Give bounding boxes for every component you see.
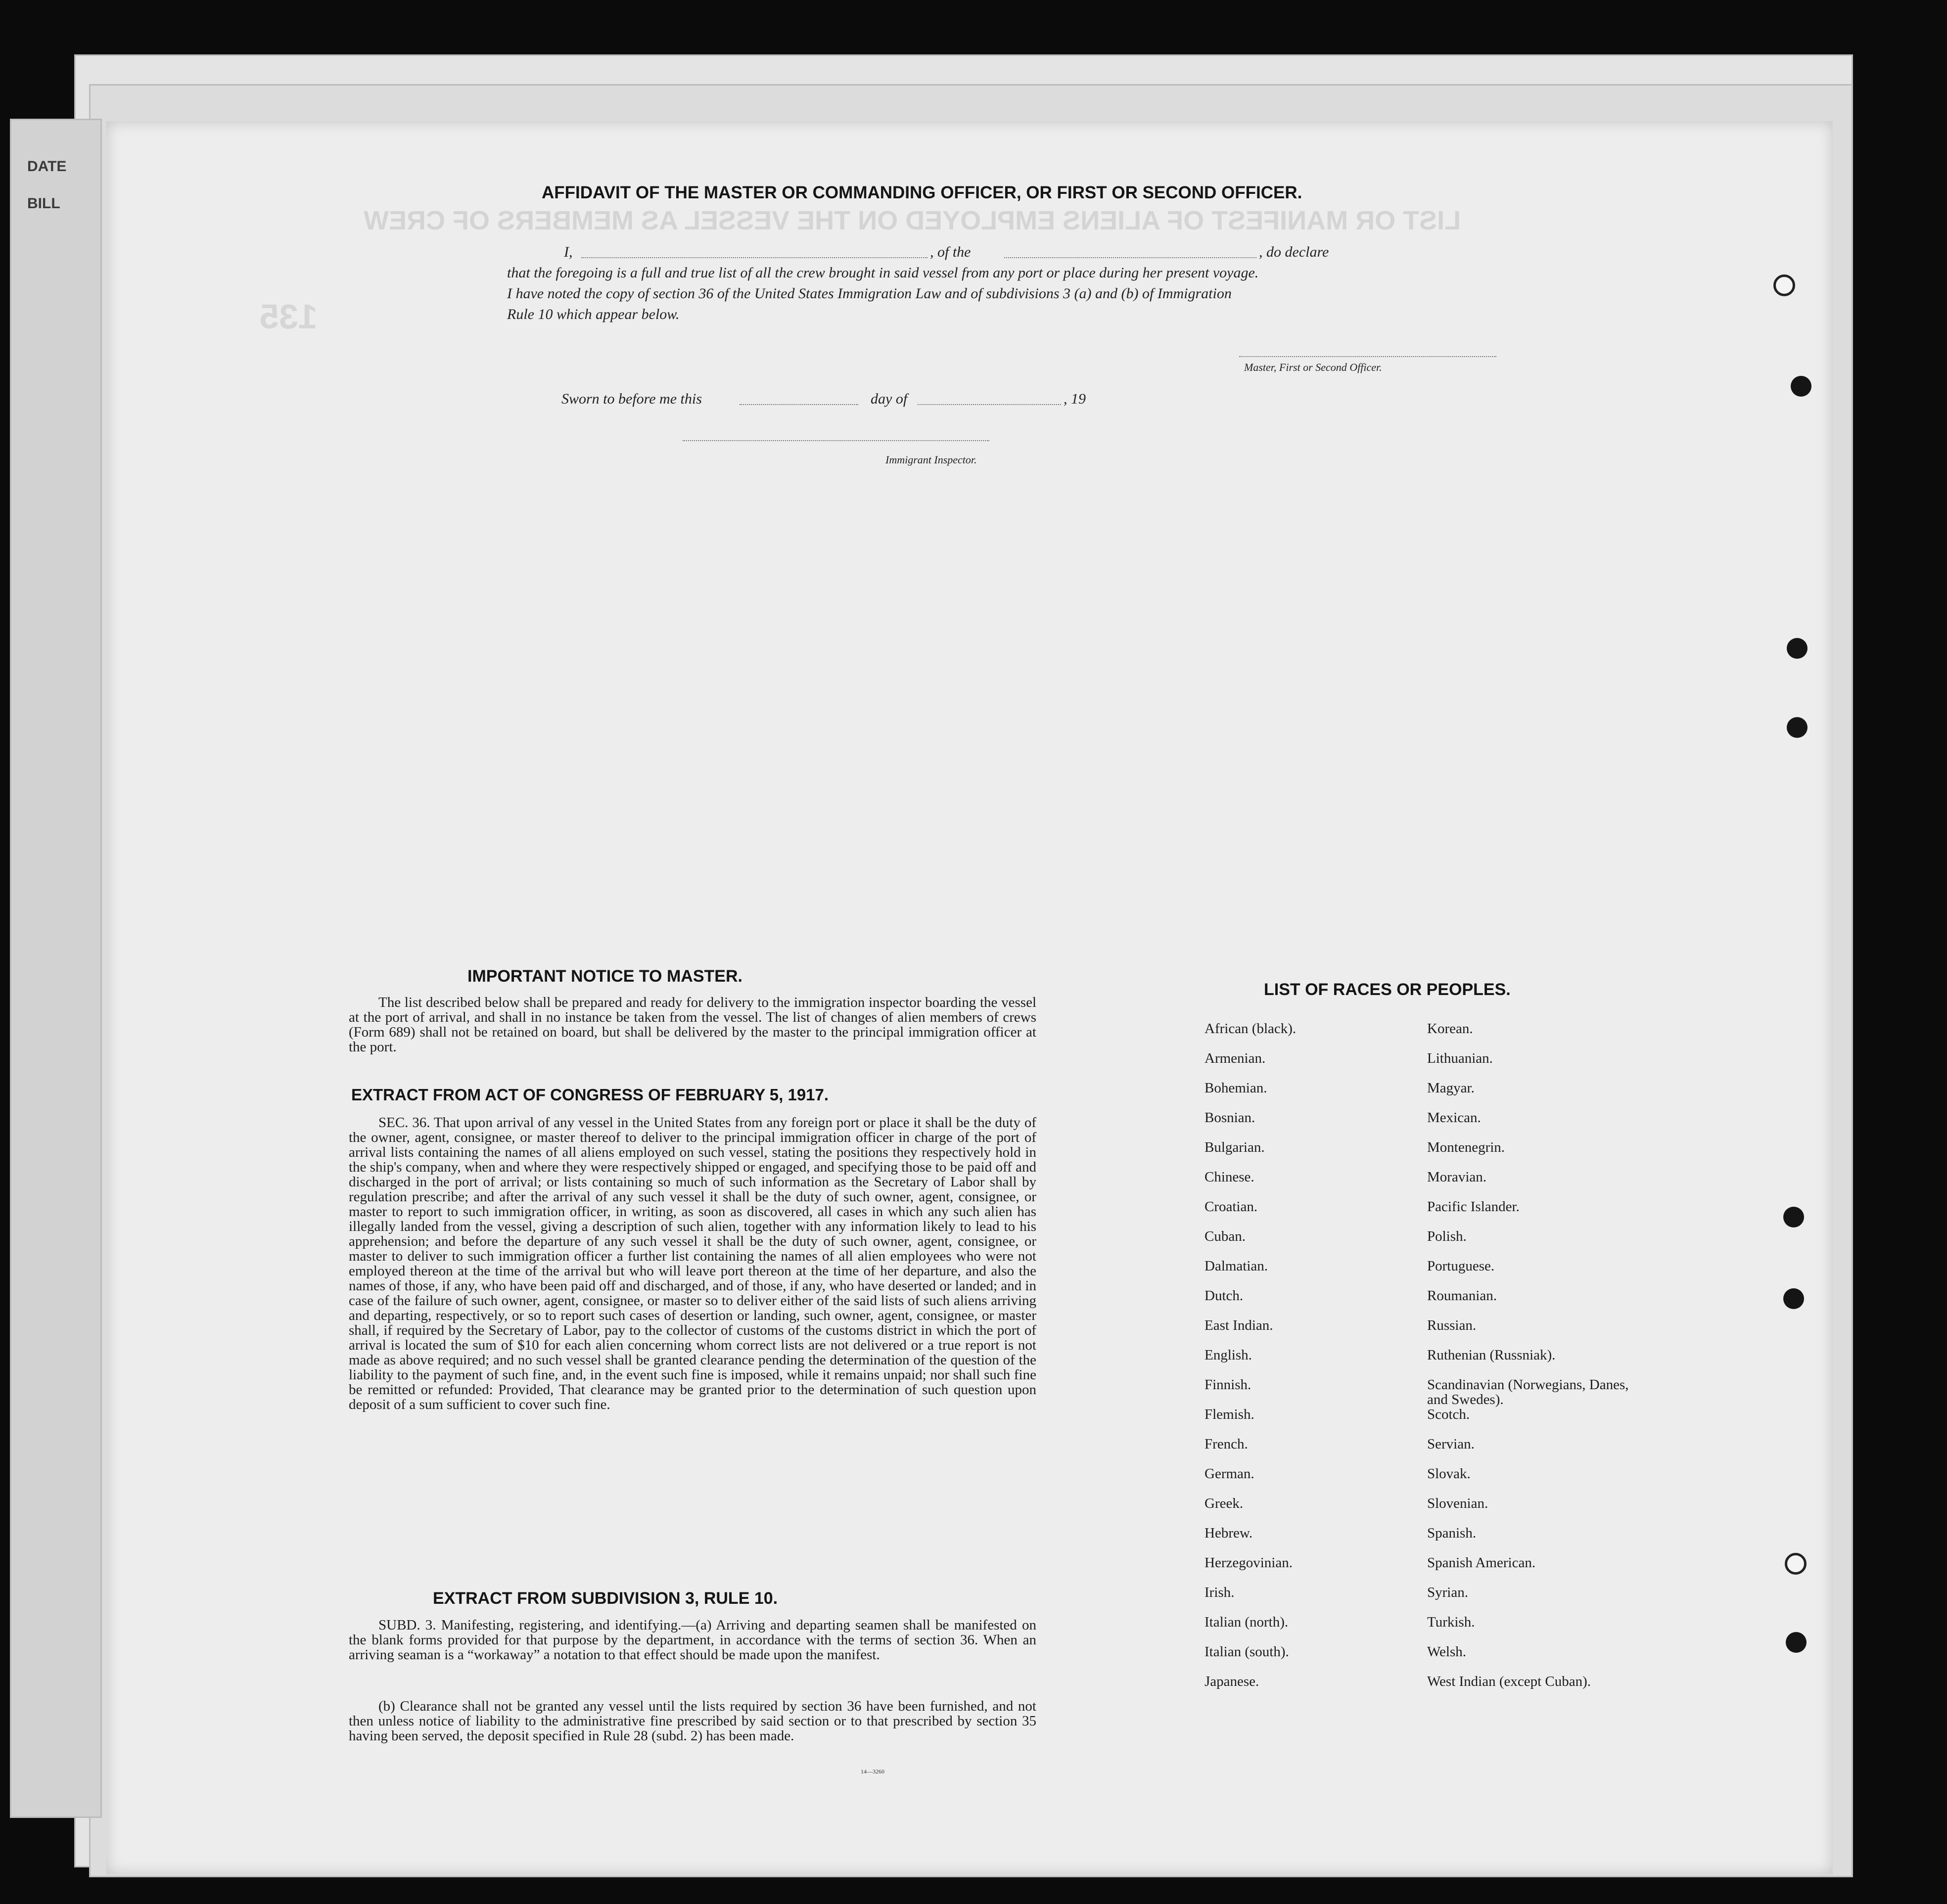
affidavit-i: I, <box>564 244 573 260</box>
binder-hole <box>1783 1207 1804 1227</box>
race-item: Welsh. <box>1427 1644 1467 1660</box>
affidavit-line-4: Rule 10 which appear below. <box>507 306 680 322</box>
inspector-caption: Immigrant Inspector. <box>885 453 977 466</box>
manifest-page <box>106 121 1833 1874</box>
races-column-1 <box>1205 1021 1296 1704</box>
affidavit-line-3: I have noted the copy of section 36 of the United States Immigration Law and of subdivisions 3 (a) and (b) of Immigration <box>507 285 1232 302</box>
race-item: Slovak. <box>1427 1466 1471 1482</box>
race-item: Montenegrin. <box>1427 1139 1505 1155</box>
affidavit-vessel-line <box>1004 257 1256 258</box>
race-item: Japanese. <box>1205 1674 1259 1689</box>
race-item: Bulgarian. <box>1205 1139 1265 1155</box>
race-item: English. <box>1205 1347 1252 1363</box>
race-item: Moravian. <box>1427 1169 1486 1185</box>
act-text: SEC. 36. That upon arrival of any vessel in the United States from any foreign port or place it shall be the duty of the owner, agent, consignee, or master thereof to deliver to the principal immigration officer in charge of the port of arrival lists containing the names of all aliens employed on such vessel, stating the positions they respectively hold in the ship's company, when and where they were respectively shipped or engaged, and specifying those to be paid off and discharged in the port of arrival; or lists containing so much of such information as the Secretary of Labor shall by regulation prescribe; and after the arrival of any such vessel it shall be the duty of such owner, agent, consignee, or master to report to such immigration officer, in writing, as soon as discovered, all cases in which any such alien has illegally landed from the vessel, giving a description of such alien, together with any information likely to lead to his apprehension; and before the departure of any such vessel it shall be the duty of such owner, agent, consignee, or master to deliver to such immigration officer a further list containing the names of all alien employees who were not employed thereon at the time of the arrival but who will leave port thereon at the time of her departure, and also the names of those, if any, who have been paid off and discharged, and of those, if any, who have deserted or landed; and in case of the failure of such owner, agent, consignee, or master so to deliver either of the said lists of such aliens arriving and departing, respectively, or so to report such cases of desertion or landing, such owner, agent, consignee, or master shall, if required by the Secretary of Labor, pay to the collector of customs of the customs district in which the port of arrival is located the sum of $10 for each alien concerning whom correct lists are not delivered or a true report is not made as above required; and no such vessel shall be granted clearance pending the determination of the question of the liability to the payment of such fine, and, in the event such fine is imposed, while it remains unpaid; nor shall such fine be remitted or refunded: Provided, That clearance may be granted prior to the determination of such question upon deposit of a sum sufficient to cover such fine. <box>349 1115 1036 1412</box>
binder-hole <box>1783 1288 1804 1309</box>
bleed-through-number: 135 <box>260 297 318 336</box>
binder-hole <box>1787 717 1808 738</box>
rule-text-a: SUBD. 3. Manifesting, registering, and identifying.—(a) Arriving and departing seamen shall be manifested on the blank forms provided for that purpose by the department, in accordance with the terms of section 36. When an arriving seaman is a “workaway” a notation to that effect should be made upon the manifest. <box>349 1617 1036 1663</box>
master-signature-line <box>1239 356 1496 357</box>
race-item: Dalmatian. <box>1205 1258 1268 1274</box>
race-item: Slovenian. <box>1427 1496 1488 1511</box>
race-item: Scotch. <box>1427 1406 1470 1422</box>
binder-hole <box>1787 638 1808 659</box>
race-item: East Indian. <box>1205 1317 1273 1333</box>
race-item: Hebrew. <box>1205 1525 1253 1541</box>
bleed-through-heading: LIST OR MANIFEST OF ALIENS EMPLOYED ON THE VESSEL AS MEMBERS OF CREW <box>364 206 1461 235</box>
race-item: Scandinavian (Norwegians, Danes, and Swedes). <box>1427 1377 1629 1407</box>
edge-label-bill: BILL <box>27 195 60 212</box>
binder-hole-open <box>1773 274 1795 296</box>
race-item: Finnish. <box>1205 1377 1252 1393</box>
binder-hole <box>1791 376 1811 397</box>
race-item: Italian (north). <box>1205 1614 1289 1630</box>
race-item: Pacific Islander. <box>1427 1199 1520 1215</box>
affidavit-title: AFFIDAVIT OF THE MASTER OR COMMANDING OFFICER, OR FIRST OR SECOND OFFICER. <box>542 183 1302 202</box>
race-item: Spanish. <box>1427 1525 1477 1541</box>
race-item: Greek. <box>1205 1496 1244 1511</box>
race-item: African (black). <box>1205 1021 1297 1037</box>
sworn-day-line <box>740 404 858 405</box>
affidavit-name-line <box>581 257 927 258</box>
notice-title: IMPORTANT NOTICE TO MASTER. <box>467 967 742 986</box>
form-number: 14—3260 <box>861 1768 884 1775</box>
master-caption: Master, First or Second Officer. <box>1244 361 1382 373</box>
race-item: German. <box>1205 1466 1254 1482</box>
race-item: Servian. <box>1427 1436 1475 1452</box>
affidavit-do-declare: , do declare <box>1259 244 1329 260</box>
race-item: Bohemian. <box>1205 1080 1267 1096</box>
affidavit-of-the: , of the <box>930 244 971 260</box>
race-item: Cuban. <box>1205 1228 1246 1244</box>
race-item: Polish. <box>1427 1228 1467 1244</box>
race-item: Magyar. <box>1427 1080 1475 1096</box>
races-column-2 <box>1427 1021 1635 1704</box>
race-item: Flemish. <box>1205 1406 1254 1422</box>
rule-title: EXTRACT FROM SUBDIVISION 3, RULE 10. <box>433 1589 778 1608</box>
affidavit-line-2: that the foregoing is a full and true list of all the crew brought in said vessel from any port or place during her present voyage. <box>507 265 1259 281</box>
race-item: Dutch. <box>1205 1288 1244 1304</box>
sworn-text: Sworn to before me this <box>561 391 702 407</box>
race-item: Turkish. <box>1427 1614 1475 1630</box>
race-item: Irish. <box>1205 1585 1235 1600</box>
sworn-year: , 19 <box>1064 391 1086 407</box>
race-item: Lithuanian. <box>1427 1050 1493 1066</box>
race-item: Italian (south). <box>1205 1644 1289 1660</box>
race-item: Croatian. <box>1205 1199 1258 1215</box>
race-item: Bosnian. <box>1205 1110 1255 1126</box>
race-item: Ruthenian (Russniak). <box>1427 1347 1556 1363</box>
underlying-sheet-left <box>10 119 102 1818</box>
race-item: Mexican. <box>1427 1110 1481 1126</box>
sworn-month-line <box>918 404 1061 405</box>
edge-label-date: DATE <box>27 158 67 175</box>
rule-text-b: (b) Clearance shall not be granted any vessel until the lists required by section 36 have been furnished, and not then unless notice of liability to the administrative fine prescribed by said section or to that prescribed by section 35 having been served, the deposit specified in Rule 28 (subd. 2) has been made. <box>349 1698 1036 1744</box>
race-item: Syrian. <box>1427 1585 1468 1600</box>
race-item: Chinese. <box>1205 1169 1254 1185</box>
race-item: Roumanian. <box>1427 1288 1497 1304</box>
race-item: Herzegovinian. <box>1205 1555 1293 1571</box>
races-title: LIST OF RACES OR PEOPLES. <box>1264 980 1511 999</box>
act-title: EXTRACT FROM ACT OF CONGRESS OF FEBRUARY 5, 1917. <box>351 1086 829 1104</box>
race-item: Korean. <box>1427 1021 1473 1037</box>
race-item: Armenian. <box>1205 1050 1266 1066</box>
race-item: Spanish American. <box>1427 1555 1536 1571</box>
binder-hole <box>1786 1632 1807 1653</box>
inspector-signature-line <box>683 440 989 441</box>
sworn-day-of: day of <box>871 391 908 407</box>
race-item: West Indian (except Cuban). <box>1427 1674 1591 1689</box>
binder-hole-open <box>1785 1553 1807 1575</box>
race-item: French. <box>1205 1436 1248 1452</box>
race-item: Russian. <box>1427 1317 1477 1333</box>
notice-text: The list described below shall be prepared and ready for delivery to the immigration inspector boarding the vessel at the port of arrival, and shall in no instance be taken from the vessel. The list of changes of alien members of crews (Form 689) shall not be retained on board, but shall be delivered by the master to the principal immigration officer at the port. <box>349 995 1036 1055</box>
race-item: Portuguese. <box>1427 1258 1495 1274</box>
